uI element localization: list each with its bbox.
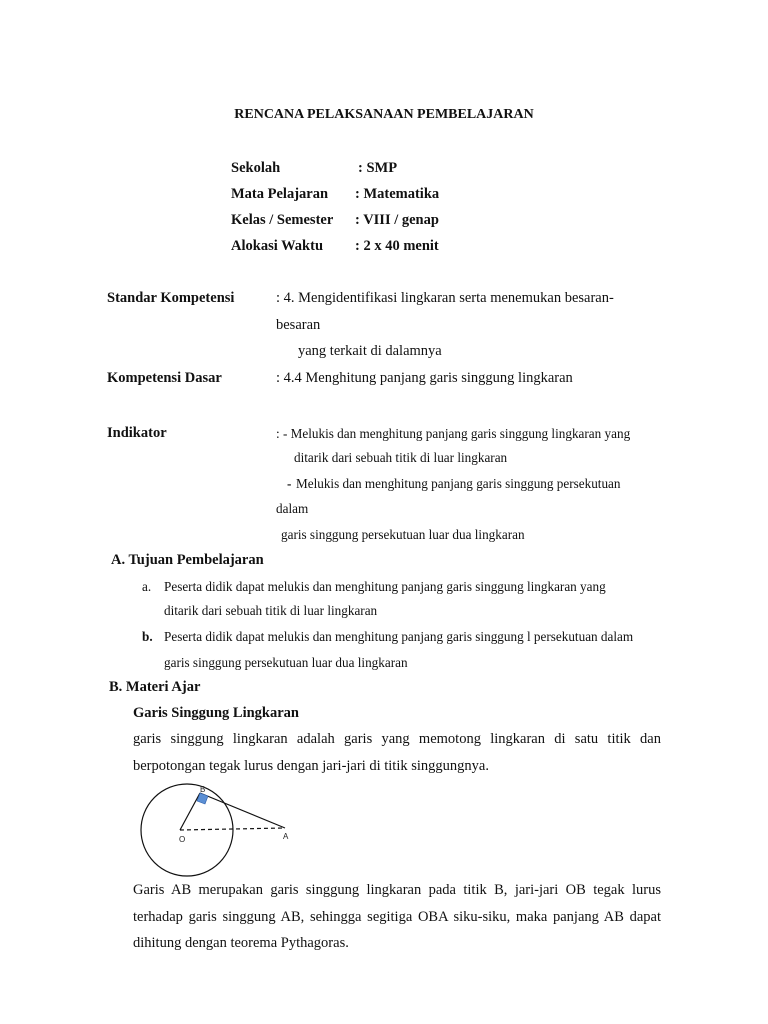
tujuan-b-line1: Peserta didik dapat melukis dan menghitung panjang garis singgung l persekutuan dalam (164, 629, 634, 644)
page-title: RENCANA PELAKSANAAN PEMBELAJARAN (234, 107, 534, 122)
indikator-line5: garis singgung persekutuan luar dua lingkaran (281, 527, 525, 542)
indikator-line4: dalam (276, 501, 309, 516)
indikator-line2: ditarik dari sebuah titik di luar lingkaran (294, 450, 508, 465)
indikator-line1: : - Melukis dan menghitung panjang garis singgung lingkaran yang (276, 426, 631, 441)
materi-paragraph1-line2: berpotongan tegak lurus dengan jari-jari di titik singgungnya. (133, 758, 489, 774)
identity-value-alokasi: : 2 x 40 menit (355, 238, 439, 254)
identity-value-mapel: : Matematika (355, 186, 440, 202)
tangent-ab-line (200, 793, 285, 828)
materi-paragraph2-line3: dihitung dengan teorema Pythagoras. (133, 935, 349, 951)
materi-heading: B. Materi Ajar (109, 679, 201, 695)
tujuan-marker-a: a. (142, 579, 152, 594)
kompetensi-dasar-text: : 4.4 Menghitung panjang garis singgung lingkaran (276, 370, 573, 386)
label-o: O (179, 835, 186, 844)
tujuan-marker-b: b. (142, 629, 153, 644)
indikator-line3: Melukis dan menghitung panjang garis singgung persekutuan (296, 476, 621, 491)
tujuan-heading: A. Tujuan Pembelajaran (111, 552, 264, 568)
materi-subheading: Garis Singgung Lingkaran (133, 705, 299, 721)
tujuan-a-line2: ditarik dari sebuah titik di luar lingkaran (164, 603, 378, 618)
identity-label-mapel: Mata Pelajaran (231, 186, 329, 202)
identity-label-kelas: Kelas / Semester (231, 212, 334, 228)
tujuan-b-line2: garis singgung persekutuan luar dua lingkaran (164, 655, 408, 670)
standar-kompetensi-line2: besaran (276, 317, 321, 333)
identity-value-sekolah: : SMP (358, 160, 398, 176)
materi-paragraph1-line1: garis singgung lingkaran adalah garis yang memotong lingkaran di satu titik dan (133, 731, 661, 747)
identity-value-kelas: : VIII / genap (355, 212, 439, 228)
materi-paragraph2-line1: Garis AB merupakan garis singgung lingkaran pada titik B, jari-jari OB tegak lurus (133, 882, 661, 898)
label-b: B (200, 785, 206, 794)
identity-label-sekolah: Sekolah (231, 160, 281, 176)
label-a: A (283, 832, 289, 841)
standar-kompetensi-label: Standar Kompetensi (107, 290, 235, 306)
radius-ob-line (180, 793, 200, 830)
kompetensi-dasar-label: Kompetensi Dasar (107, 370, 222, 386)
materi-paragraph2-line2: terhadap garis singgung AB, sehingga segitiga OBA siku-siku, maka panjang AB dapat (133, 909, 661, 925)
tujuan-a-line1: Peserta didik dapat melukis dan menghitung panjang garis singgung lingkaran yang (164, 579, 606, 594)
indikator-label: Indikator (107, 425, 167, 441)
standar-kompetensi-line1: : 4. Mengidentifikasi lingkaran serta menemukan besaran- (276, 290, 614, 306)
circle-shape (141, 784, 233, 876)
identity-label-alokasi: Alokasi Waktu (231, 238, 324, 254)
standar-kompetensi-line3: yang terkait di dalamnya (298, 343, 442, 359)
tangent-circle-figure (130, 782, 300, 878)
indikator-dash: - (287, 476, 292, 491)
